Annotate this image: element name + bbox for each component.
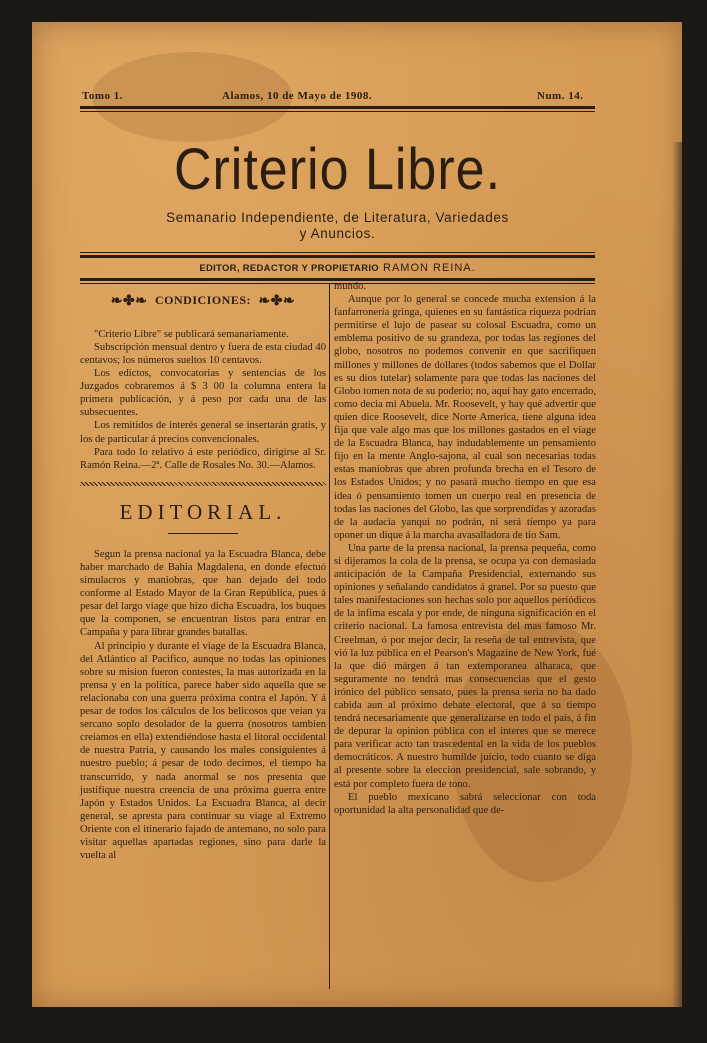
newspaper-title: Criterio Libre. bbox=[173, 137, 502, 203]
conditions-title: CONDICIONES: bbox=[154, 293, 251, 307]
editor-line bbox=[80, 262, 595, 274]
subtitle-line-1: Semanario Independiente, de Literatura, Variedades bbox=[166, 210, 509, 225]
conditions-heading bbox=[80, 294, 326, 308]
conditions-paragraph: Los remitidos de interés general se insertarán gratis, y los de particular á precios convencionales. bbox=[80, 420, 326, 445]
torn-edge bbox=[672, 142, 682, 1007]
conditions-paragraph: Subscripción mensual dentro y fuera de esta ciudad 40 centavos; los números sueltos 10 centavos. bbox=[80, 341, 326, 366]
volume-label: Tomo 1. bbox=[82, 90, 123, 102]
ornament-icon: ❧✤❧ bbox=[110, 293, 148, 309]
left-column bbox=[80, 294, 326, 862]
ornament-icon: ❧✤❧ bbox=[258, 293, 296, 309]
conditions-paragraph: "Criterio Libre" se publicará semanariamente. bbox=[94, 328, 289, 340]
section-divider bbox=[80, 482, 326, 486]
newspaper-subtitle bbox=[80, 210, 595, 242]
newspaper-page bbox=[32, 22, 682, 1007]
issue-number: Num. 14. bbox=[537, 90, 584, 102]
conditions-paragraph: Para todo lo relativo á este periódico, dirigirse al Sr. Ramón Reina.—2ª. Calle de Rosales No. 30.—Alamos. bbox=[80, 446, 326, 471]
column-divider bbox=[329, 284, 330, 989]
editor-rule-top-thick bbox=[80, 255, 595, 258]
editorial-paragraph: Segun la prensa nacional ya la Escuadra Blanca, debe haber marchado de Bahia Magdalena, en donde efectuó simulacros y maniobras, que han dejado del todo conforme al Estado Mayor de la Gran República, pues á pesar del largo viage que hizo dicha Escuadra, los buques que la componen, se encuentran listos para entrar en Campaña y para librar grandes batallas. bbox=[80, 548, 326, 639]
masthead-rule bbox=[80, 106, 595, 109]
editor-rule-top bbox=[80, 252, 595, 253]
editorial-paragraph: Al principio y durante el viage de la Escuadra Blanca, del Atlántico al Pacifico, aunque no todas las opiniones sobre su mision fueron contestes, la mas autorizada en la prensa y en la política, parece haber sido aquella que se relacionaba con una guerra próxima contra el Japón. Y á pesar de todos los cálculos de los belicosos que veían ya sercano soplo desolador de la guerra (nosotros tambien creiamos en ella) extendiéndose hasta el litoral occidental de nuestra Patria, y causando los males consiguientes á nuestro pueblo; á pesar de todo decimos, el tiempo ha transcurrido, y nada anormal se nos presenta que justifique nuestra creencia de una próxima guerra entre Japón y Estados Unidos. La Escuadra Blanca, al decir general, se apresta para continuar su viage al Extremo Oriente con el itinerario fajado de antemano, no solo para visitar aquellas apartadas regiones, sino para darle la vuelta al bbox=[80, 640, 326, 862]
editorial-heading: EDITORIAL. bbox=[119, 499, 287, 524]
editor-label: EDITOR, REDACTOR Y PROPIETARIO bbox=[199, 263, 379, 274]
editorial-rule bbox=[168, 533, 238, 534]
subtitle-line-2: y Anuncios. bbox=[299, 226, 376, 241]
editorial-paragraph: mundo. bbox=[334, 281, 367, 292]
right-column bbox=[334, 280, 596, 817]
editorial-paragraph: Una parte de la prensa nacional, la prensa pequeña, como si dijeramos la cola de la prensa, se ocupa ya con demasiada anticipación de la Campaña Presidencial, externando sus opiniones y señalando candidatos á granel. Por su puesto que tales manifestaciones son hechas solo por aquellos periódicos de la infima escala y por ende, de ninguna significación en el criterio nacional. La famosa entrevista del mas famoso Mr. Creelman, ó por mejor decir, la reseña de tal entrevista, que vió la luz pública en el Pearson's Magazine de New York, fué la que dió márgen á tan extemporanea alharaca, que seguramente no tendrá mas consecuencias que el gesto irónico del público sensato, pues la prensa seria no ha dado cabida aun al próximo debate electoral, que á su tiempo tendrá necesariamente que generalizarse en todo el país, á fin de depurar la opinion pública con el interes que se merece para verificar acto tan trascedental en la vida de los pueblos democráticos. A nuestro humilde juicio, todo cuanto se diga al presente sobre la eleccion presidencial, sale sobrando, y está por completo fuera de tono. bbox=[334, 542, 596, 790]
editorial-paragraph: Aunque por lo general se concede mucha extension á la fanfarronería gringa, quienes en su fantástica riqueza podrian permitirse el lujo de pasear su colosal Escuadra, como un emblema positivo de su grandeza, por todas las regiones del globo, nosotros no podemos convenir en que sacrifiquen millones y millones de dollares (todos sabemos que el Dollar es su dios tutelar) solamente para que todas las naciones del Globo tomen nota de su poderio; no, aquí hay gato encerrado, como decia mi Abuela. Mr. Roosevelt, y hay qué advertir que quien dice Roosevelt, dice Norte America, tiene alguna idea fija que vale algo mas que los millones gastados en el viage de la Escuadra Blanca, hay indudablemente un pensamiento fijo en la mente Anglo-sajona, al cual son necesarias todas estas maniobras que abren profunda brecha en el Tesoro de los Estados Unidos; y no pasará mucho tiempo en que esa idea ó pensamiento tomen un cuerpo real en presencia de todas las naciones del Globo, las que sorprendidas y azoradas de la audacia yanqui no podrán, ni será tiempo ya para oponer un dique á la marcha avasalladora de tio Sam. bbox=[334, 294, 596, 541]
editorial-paragraph: El pueblo mexicano sabrá seleccionar con toda oportunidad la alta personalidad que de- bbox=[334, 791, 596, 816]
conditions-paragraph: Los edictos, convocatorias y sentencias de los Juzgados cobraremos á $ 3 00 la columna entera la primera publicación, y á peso por cada una de las subsecuentes. bbox=[80, 368, 326, 419]
editor-name: RAMON REINA. bbox=[383, 262, 476, 274]
issue-date: Alamos, 10 de Mayo de 1908. bbox=[222, 90, 373, 102]
masthead-rule-thin bbox=[80, 111, 595, 112]
